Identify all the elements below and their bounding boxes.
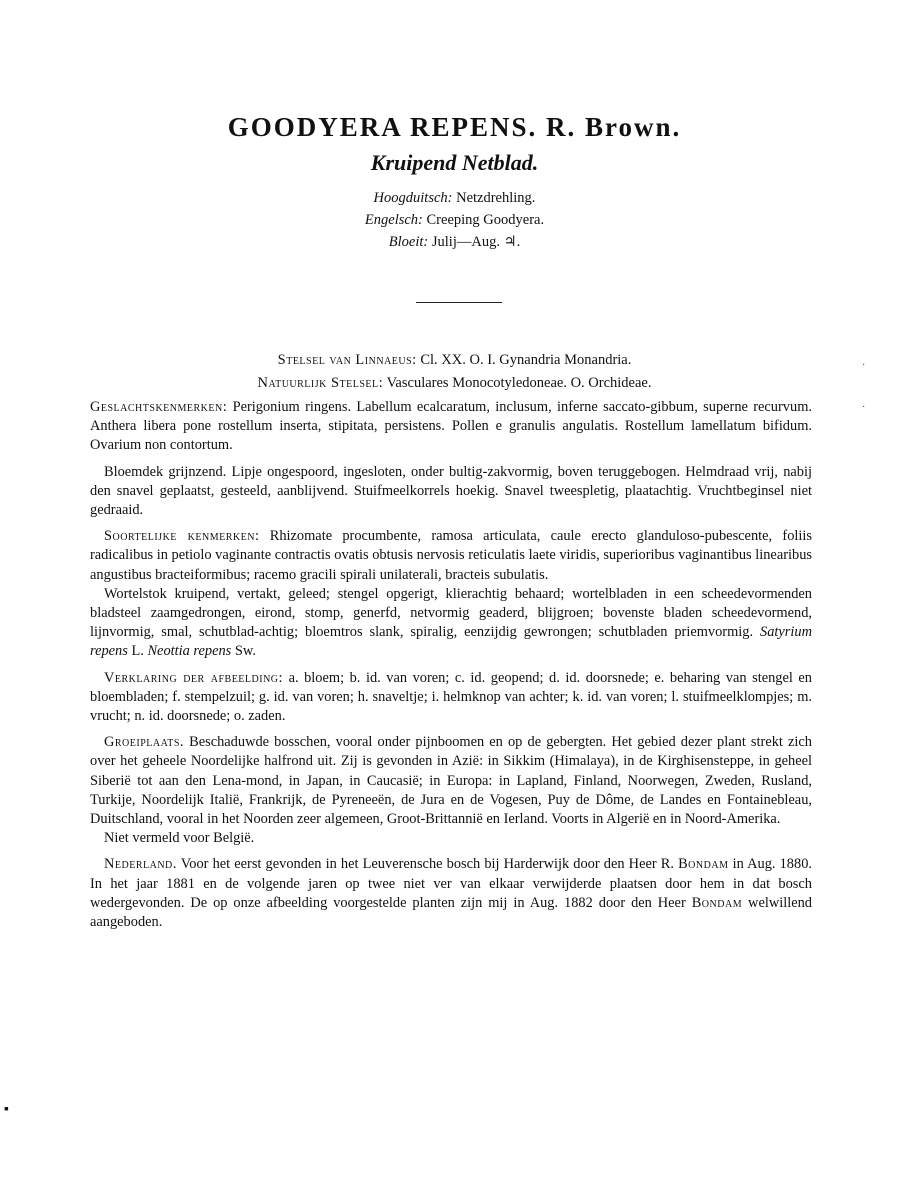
natural-system-value: Vasculares Monocotyledoneae. O. Orchideae. <box>386 375 652 391</box>
collector-name-1: Bondam <box>678 856 729 873</box>
genus-label: Geslachtskenmerken: <box>90 399 228 415</box>
belgium-note: Niet vermeld voor België. <box>104 830 255 847</box>
species-latin-text: Rhizomate procumbente, ramosa articulata, caule erecto glanduloso-pubescente, foliis radicalibus in petiolo vaginante contractis ovatis obtusis nervosis reticulatis laete viridis, superioribus vaginantibus linearibus angustibus bracteiformibus; racemo gracili spirali unilaterali, bracteis subulatis. <box>90 528 812 583</box>
linnaeus-system-line <box>0 352 909 369</box>
german-label: Hoogduitsch: <box>373 190 453 206</box>
species-dutch-text: Wortelstok kruipend, vertakt, geleed; stengel opgerigt, klierachtig behaard; wortelbladen in een scheedevormenden bladsteel zaamgedrongen, eirond, stomp, generfd, netvormig geaderd, blijgroen; bovenste bladen scheedevormend, lijnvormig, smal, schutblad-achtig; bloemtros slank, spiralig, eenzijdig gewrongen; schutbladen priemvormig. <box>90 585 812 641</box>
natural-system-label: Natuurlijk Stelsel: <box>257 375 384 391</box>
species-latin-paragraph <box>90 527 812 585</box>
scan-speck: ▪ <box>4 1102 9 1117</box>
habitat-text: Beschaduwde bosschen, vooral onder pijnboomen en op de gebergten. Het gebied dezer plant strekt zich over het geheele Noordelijke halfrond uit. Zij is gevonden in Azië: in Sikkim (Himalaya), in de Kirghisensteppe, in geheel Siberië tot aan den Lena-mond, in Japan, in Caucasië; in Europa: in Lapland, Finland, Noorwegen, Zweden, Rusland, Turkije, Noordelijk Italië, Frankrijk, de Pyreneeën, de Jura en de Vogesen, Puy de Dôme, de Landes en Fontainebleau, Duitschland, vooral in het Noorden zeer algemeen, Groot-Brittannië en Ierland. Voorts in Algerië en in Noord-Amerika. <box>90 734 812 828</box>
dutch-common-name: Kruipend Netblad. <box>370 150 539 175</box>
plate-explanation-paragraph <box>90 669 812 727</box>
netherlands-label: Nederland. <box>104 856 177 873</box>
scan-speck: · <box>862 360 866 371</box>
bloom-value: Julij—Aug. ♃. <box>431 234 521 250</box>
linnaeus-value: Cl. XX. O. I. Gynandria Monandria. <box>420 352 632 368</box>
plate-label: Verklaring der afbeelding: <box>104 669 284 686</box>
genus-dutch-paragraph: Bloemdek grijnzend. Lipje ongespoord, ingesloten, onder bultig-zakvormig, boven teruggebogen. Helmdraad vrij, nabij den snavel geplaatst, gesteeld, aanblijvend. Stuifmeelkorrels hoekig. Snavel tweespletig, plaatachtig. Vruchtbeginsel niet gedraaid. <box>90 463 812 519</box>
habitat-paragraph <box>90 733 812 829</box>
bloom-label: Bloeit: <box>388 234 429 250</box>
synonym-2: Neottia repens <box>147 643 232 660</box>
netherlands-text-2: in Aug. 1880. In het jaar 1881 en de volgende jaren op twee niet ver van elkaar verwijderde plaatsen door hem in dat bosch wedergevonden. De op onze afbeelding voorgestelde planten zijn mij in Aug. 1882 door den Heer <box>90 856 812 911</box>
plate-text: a. bloem; b. id. van voren; c. id. geopend; d. id. doorsnede; e. beharing van stengel en bloembladen; f. stempelzuil; g. id. van voren; h. snaveltje; i. helmknop van achter; k. id. van voren; l. stuifmeelklompjes; m. vrucht; n. id. doorsnede; o. zaden. <box>90 669 812 725</box>
genus-latin-text: Perigonium ringens. Labellum ecalcaratum, inclusum, inferne saccato-gibbum, superne recurvum. Anthera libera pone rostellum inserta, stipitata, persistens. Pollen e granulis angulatis. Rostellum lamellatum bifidum. Ovarium non contortum. <box>90 399 812 454</box>
netherlands-text-1: Voor het eerst gevonden in het Leuverensche bosch bij Harderwijk door den Heer R. <box>180 856 674 873</box>
english-name-line <box>0 212 909 229</box>
bloom-line <box>0 234 909 251</box>
species-dutch-paragraph <box>90 585 812 662</box>
genus-latin-paragraph <box>90 398 812 456</box>
german-value: Netzdrehling. <box>456 190 536 206</box>
scan-speck: · <box>862 402 866 413</box>
habitat-label: Groeiplaats. <box>104 734 184 751</box>
page-title: GOODYERA REPENS. R. Brown. <box>227 112 682 142</box>
german-name-line <box>0 190 909 207</box>
english-label: Engelsch: <box>364 212 423 228</box>
synonym-1: Satyrium repens <box>90 624 812 660</box>
linnaeus-label: Stelsel van Linnaeus: <box>277 352 417 368</box>
divider-rule <box>416 302 502 303</box>
netherlands-paragraph <box>90 855 812 932</box>
synonym-1-author: L. <box>131 643 144 660</box>
netherlands-text-3: welwillend aangeboden. <box>90 894 812 931</box>
synonym-2-author: Sw. <box>234 643 256 660</box>
natural-system-line <box>0 375 909 392</box>
collector-name-2: Bondam <box>691 894 743 911</box>
english-value: Creeping Goodyera. <box>426 212 545 228</box>
description-body <box>90 398 812 939</box>
species-label: Soortelijke kenmerken: <box>104 528 260 545</box>
